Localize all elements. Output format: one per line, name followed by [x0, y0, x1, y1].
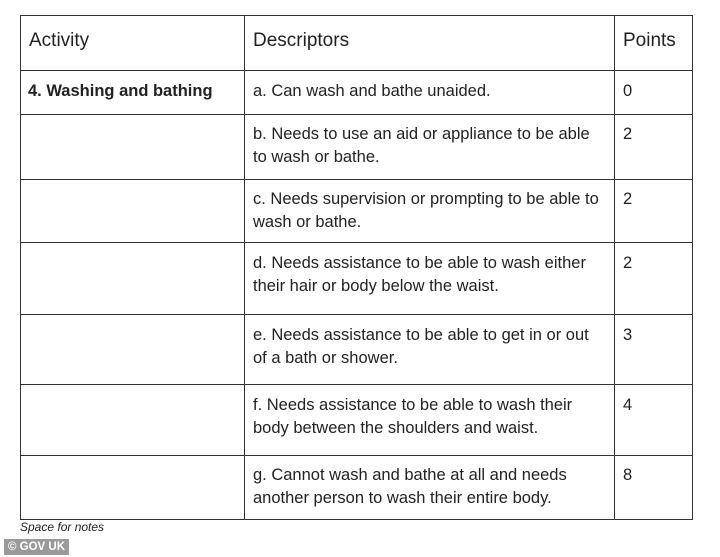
- points-cell: 3: [615, 315, 693, 385]
- header-points: Points: [615, 16, 693, 71]
- points-cell: 2: [615, 243, 693, 315]
- descriptor-table: [20, 15, 693, 520]
- activity-cell: 4. Washing and bathing: [21, 71, 245, 115]
- activity-cell: [21, 456, 245, 520]
- table-row: [21, 456, 693, 520]
- points-cell: 8: [615, 456, 693, 520]
- descriptor-cell: g. Cannot wash and bathe at all and needs another person to wash their entire body.: [245, 456, 615, 520]
- descriptor-cell: b. Needs to use an aid or appliance to be able to wash or bathe.: [245, 115, 615, 180]
- activity-cell: [21, 243, 245, 315]
- descriptor-cell: c. Needs supervision or prompting to be able to wash or bathe.: [245, 180, 615, 243]
- header-activity: Activity: [21, 16, 245, 71]
- activity-cell: [21, 180, 245, 243]
- descriptor-cell: e. Needs assistance to be able to get in or out of a bath or shower.: [245, 315, 615, 385]
- notes-label: Space for notes: [20, 520, 105, 534]
- descriptor-cell: a. Can wash and bathe unaided.: [245, 71, 615, 115]
- table-row: [21, 315, 693, 385]
- activity-cell: [21, 315, 245, 385]
- points-cell: 2: [615, 115, 693, 180]
- image-credit: © GOV UK: [4, 539, 69, 555]
- descriptor-cell: f. Needs assistance to be able to wash their body between the shoulders and waist.: [245, 385, 615, 456]
- table-row: [21, 385, 693, 456]
- points-cell: 2: [615, 180, 693, 243]
- table-row: [21, 115, 693, 180]
- table-row: [21, 243, 693, 315]
- descriptor-cell: d. Needs assistance to be able to wash either their hair or body below the waist.: [245, 243, 615, 315]
- activity-cell: [21, 385, 245, 456]
- header-descriptors: Descriptors: [245, 16, 615, 71]
- points-cell: 0: [615, 71, 693, 115]
- header-row: [21, 16, 693, 71]
- table-row: [21, 71, 693, 115]
- points-cell: 4: [615, 385, 693, 456]
- table-row: [21, 180, 693, 243]
- activity-cell: [21, 115, 245, 180]
